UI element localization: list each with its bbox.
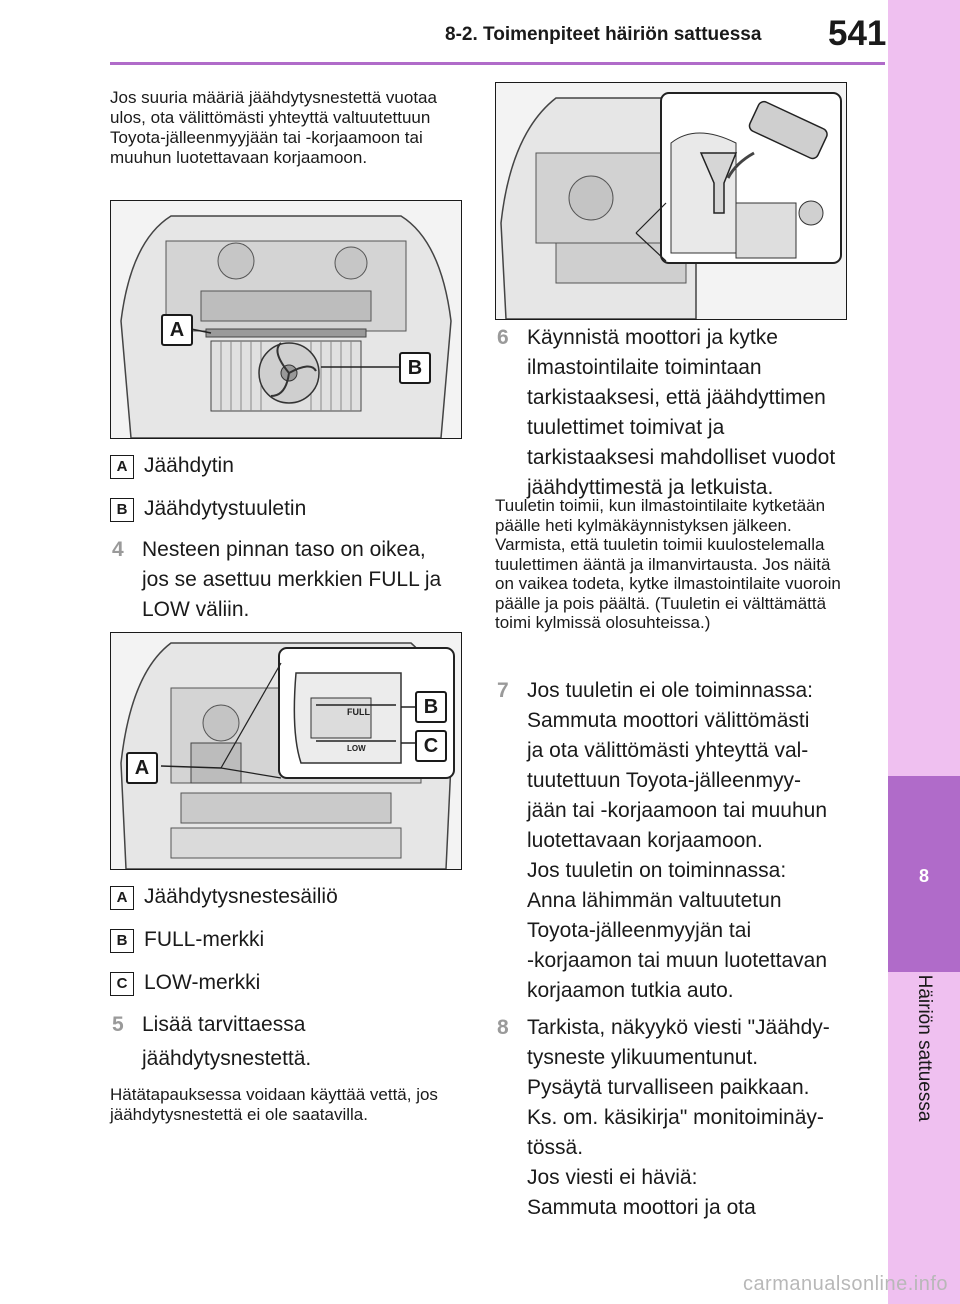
side-tab-chapter-title: Häiriön sattuessa <box>914 974 935 1122</box>
figure-radiator-callout-b: B <box>399 352 431 384</box>
legend1-label-a: Jäähdytin <box>144 454 234 477</box>
step-7-line: Sammuta moottori välittömästi <box>527 709 810 732</box>
watermark: carmanualsonline.info <box>742 1273 948 1295</box>
figure-radiator <box>110 200 462 439</box>
step-7-line: korjaamon tutkia auto. <box>527 979 734 1002</box>
legend2-label-c: LOW-merkki <box>144 971 261 994</box>
step-8-line: Sammuta moottori ja ota <box>527 1196 756 1219</box>
reservoir-low-mark: LOW <box>347 744 366 753</box>
step-8-line: Tarkista, näkyykö viesti "Jäähdy- <box>527 1016 830 1039</box>
figure-reservoir-callout-a: A <box>126 752 158 784</box>
step-6-number: 6 <box>497 326 509 349</box>
step-7-line: Anna lähimmän valtuutetun <box>527 889 782 912</box>
figure-adding-coolant <box>495 82 847 320</box>
step-7 <box>497 676 852 1006</box>
legend2-key-a: A <box>110 886 134 910</box>
step-7-line: jään tai -korjaamoon tai muuhun <box>527 799 828 822</box>
step-4-number: 4 <box>112 538 124 561</box>
step-4-text: Nesteen pinnan taso on oikea, jos se asettuu merkkien FULL ja LOW väliin. <box>142 538 442 621</box>
step-8-line: Pysäytä turvalliseen paikkaan. <box>527 1076 810 1099</box>
adding-coolant-illustration <box>496 83 846 319</box>
step-6-note: Tuuletin toimii, kun ilmastointilaite kytketään päälle heti kylmäkäynnistyksen jälkeen. Varmista, että tuuletin toimii kuulostelemalla tuulettimen ääntä ja ilmanvirtausta. Jos näitä on vaikea todeta, kytke ilmastointilaite vuoroin päälle ja pois päältä. (Tuuletin ei välttämättä toimi kylmissä olosuhteissa.) <box>495 496 841 632</box>
legend2-key-c: C <box>110 972 134 996</box>
step-5-number: 5 <box>112 1013 124 1036</box>
step-7-line: ja ota välittömästi yhteyttä val- <box>527 739 809 762</box>
step-7-line: Toyota-jälleenmyyjän tai <box>527 919 752 942</box>
reservoir-full-mark: FULL <box>347 707 370 717</box>
legend2-label-b: FULL-merkki <box>144 928 265 951</box>
step-6-text: Käynnistä moottori ja kytke ilmastointilaite toimintaan tarkistaaksesi, että jäähdyttimen tuulettimet toimivat ja tarkistaaksesi mahdolliset vuodot jäähdyttimestä ja letkuista. <box>527 326 836 499</box>
side-tab-chapter-number: 8 <box>918 866 929 886</box>
step-8-line: tysneste ylikuumentunut. <box>527 1046 759 1069</box>
step-7-line: Jos tuuletin ei ole toiminnassa: <box>527 679 813 702</box>
step-8-line: tössä. <box>527 1136 584 1159</box>
step-7-line: tuutettuun Toyota-jälleenmyy- <box>527 769 801 792</box>
figure-reservoir-callout-c: C <box>415 730 447 762</box>
intro-paragraph: Jos suuria määriä jäähdytysnestettä vuotaa ulos, ota välittömästi yhteyttä valtuutettuun Toyota-jälleenmyyjään tai -korjaamoon tai muuhun luotettavaan korjaamoon. <box>110 88 437 167</box>
step-7-line: -korjaamon tai muun luotettavan <box>527 949 827 972</box>
legend1-key-a: A <box>110 455 134 479</box>
figure-reservoir-callout-b: B <box>415 691 447 723</box>
step-5 <box>112 1008 457 1076</box>
step-8-line: Ks. om. käsikirja" monitoiminäy- <box>527 1106 824 1129</box>
legend2-label-a: Jäähdytysnestesäiliö <box>144 885 338 908</box>
legend1-label-b: Jäähdytystuuletin <box>144 497 307 520</box>
step-7-line: luotettavaan korjaamoon. <box>527 829 763 852</box>
step-5-note: Hätätapauksessa voidaan käyttää vettä, jos jäähdytysnestettä ei ole saatavilla. <box>110 1085 438 1124</box>
legend2-key-b: B <box>110 929 134 953</box>
figure-radiator-callout-a: A <box>161 314 193 346</box>
step-7-text <box>497 676 852 1006</box>
step-8-line: Jos viesti ei häviä: <box>527 1166 698 1189</box>
reservoir-illustration <box>111 633 461 869</box>
step-6 <box>497 323 847 503</box>
step-7-line: Jos tuuletin on toiminnassa: <box>527 859 787 882</box>
step-5-text: Lisää tarvittaessa jäähdytysnestettä. <box>142 1013 312 1070</box>
section-title: 8-2. Toimenpiteet häiriön sattuessa <box>445 24 762 45</box>
step-8-number: 8 <box>497 1016 509 1039</box>
header-rule <box>110 62 885 65</box>
figure-coolant-reservoir <box>110 632 462 870</box>
page-number: 541 <box>828 14 887 53</box>
step-7-number: 7 <box>497 679 509 702</box>
step-8-text <box>497 1013 852 1223</box>
step-8 <box>497 1013 852 1223</box>
legend1-key-b: B <box>110 498 134 522</box>
step-4 <box>112 535 457 625</box>
